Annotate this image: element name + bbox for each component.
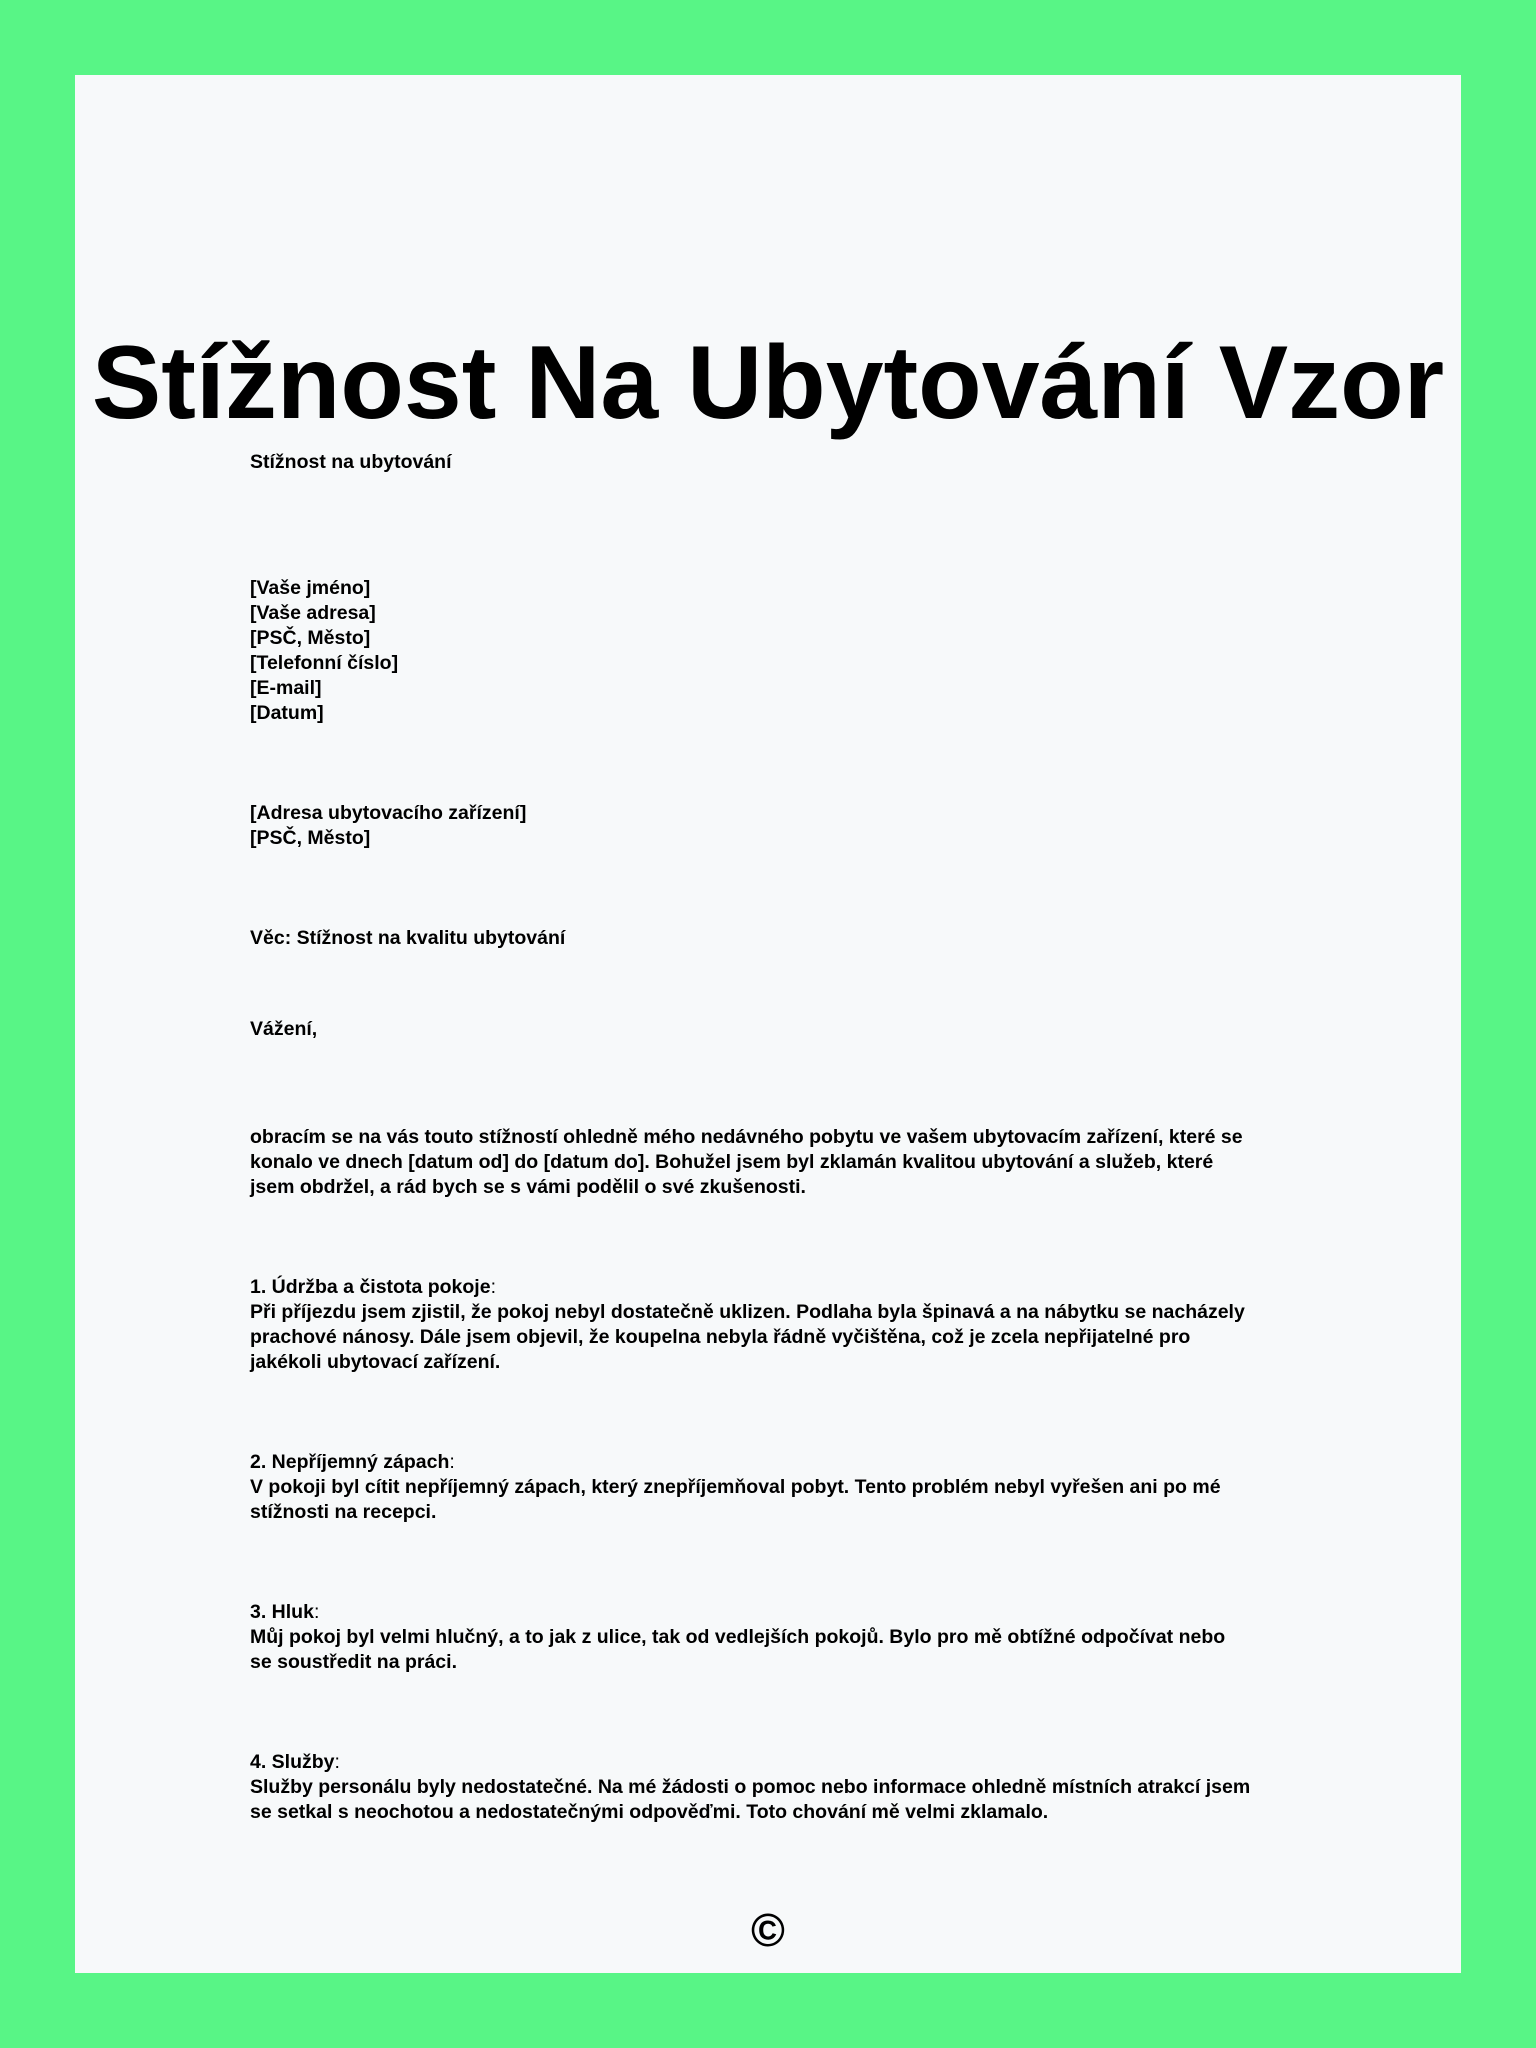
section-line: V pokoji byl cítit nepříjemný zápach, který znepříjemňoval pobyt. Tento problém nebyl vyřešen ani po mé xyxy=(250,1476,1221,1498)
intro-line: konalo ve dnech [datum od] do [datum do]. Bohužel jsem byl zklamán kvalitou ubytování a služeb, které xyxy=(250,1151,1214,1173)
intro-line: obracím se na vás touto stížností ohledně mého nedávného pobytu ve vašem ubytovacím zařízení, které se xyxy=(250,1126,1243,1148)
sender-date: [Datum] xyxy=(250,702,324,724)
section-services xyxy=(250,1750,1300,1825)
page-title: Stížnost Na Ubytování Vzor xyxy=(91,325,1445,441)
section-line: se setkal s neochotou a nedostatečnými odpověďmi. Toto chování mě velmi zklamalo. xyxy=(250,1801,1049,1823)
section-title: 4. Služby: xyxy=(250,1751,340,1773)
section-line: prachové nánosy. Dále jsem objevil, že koupelna nebyla řádně vyčištěna, což je zcela nepřijatelné pro xyxy=(250,1326,1191,1348)
section-line: Služby personálu byly nedostatečné. Na mé žádosti o pomoc nebo informace ohledně místních atrakcí jsem xyxy=(250,1776,1251,1798)
section-noise xyxy=(250,1600,1300,1675)
section-title: 3. Hluk: xyxy=(250,1601,320,1623)
sender-address: [Vaše adresa] xyxy=(250,602,376,624)
document-page xyxy=(75,75,1461,1973)
section-cleanliness xyxy=(250,1275,1300,1375)
letter-heading: Stížnost na ubytování xyxy=(250,451,452,473)
section-line: Při příjezdu jsem zjistil, že pokoj nebyl dostatečně uklizen. Podlaha byla špinavá a na nábytku se nacházely xyxy=(250,1301,1245,1323)
sender-name: [Vaše jméno] xyxy=(250,577,371,599)
intro-line: jsem obdržel, a rád bych se s vámi podělil o své zkušenosti. xyxy=(250,1176,806,1198)
section-title: 1. Údržba a čistota pokoje: xyxy=(250,1276,496,1298)
sender-zip-city: [PSČ, Město] xyxy=(250,627,371,649)
greeting: Vážení, xyxy=(250,1018,318,1040)
intro-paragraph xyxy=(250,1125,1300,1200)
section-line: stížnosti na recepci. xyxy=(250,1501,437,1523)
section-line: Můj pokoj byl velmi hlučný, a to jak z ulice, tak od vedlejších pokojů. Bylo pro mě obtížné odpočívat nebo xyxy=(250,1626,1226,1648)
sender-email: [E-mail] xyxy=(250,677,322,699)
section-smell xyxy=(250,1450,1300,1525)
section-line: jakékoli ubytovací zařízení. xyxy=(250,1351,501,1373)
sender-phone: [Telefonní číslo] xyxy=(250,652,399,674)
recipient-zip-city: [PSČ, Město] xyxy=(250,827,371,849)
section-line: se soustředit na práci. xyxy=(250,1651,457,1673)
subject-line: Věc: Stížnost na kvalitu ubytování xyxy=(250,927,566,949)
recipient-address: [Adresa ubytovacího zařízení] xyxy=(250,802,527,824)
copyright-icon: © xyxy=(751,1904,785,1956)
section-title: 2. Nepříjemný zápach: xyxy=(250,1451,455,1473)
